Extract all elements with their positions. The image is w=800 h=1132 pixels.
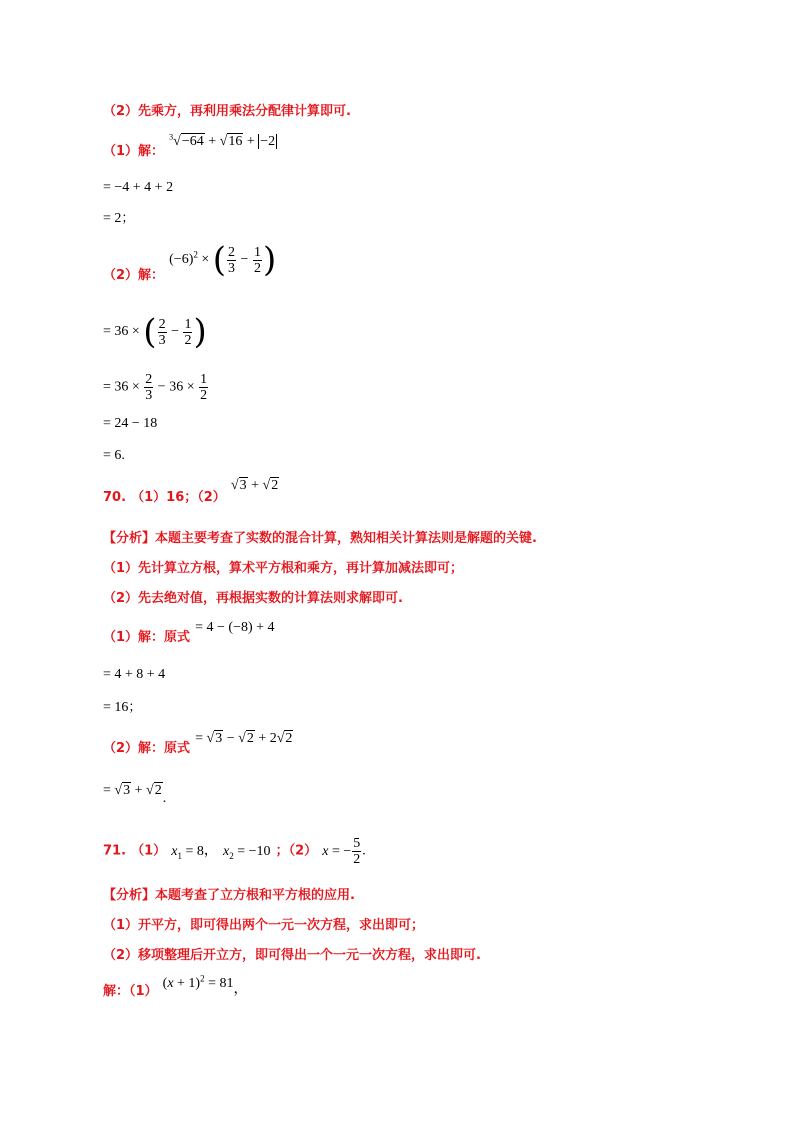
step-line: = −4 + 4 + 2 (103, 180, 174, 195)
step-line: = 6. (103, 448, 125, 463)
analysis-71: 【分析】本题考查了立方根和平方根的应用. (103, 888, 355, 903)
solution-70-1: $_{(1)解:原式}$ = 4 − (−8) + 4 (103, 620, 275, 645)
solution-2-expression: $(-6)^2$ × ( $\frac{2}{3}$ − $\frac{1}{2}$ ) (169, 240, 277, 280)
solution-1-expression: $^3$√−64 + √16 + −2 (169, 132, 276, 149)
hint-70-2: （2）先去绝对值，再根据实数的计算法则求解即可. (103, 591, 403, 606)
hint-line-2: （2）先乘方，再利用乘法分配律计算即可. (103, 104, 351, 119)
solution-1-label: （1）解： (103, 144, 165, 159)
step-line: = √3 + √2. (103, 783, 167, 806)
question-70-number: 70. (103, 490, 127, 505)
question-70-answer: $_{70.}$ $_{(1)16;(2)}$ √3 + √2 (103, 478, 279, 505)
step-line: = 24 − 18 (103, 416, 158, 431)
step-line: = 4 + 8 + 4 (103, 667, 166, 682)
solution-2-line (103, 240, 277, 284)
hint-71-2: （2）移项整理后开立方，即可得出一个一元一次方程，求出即可. (103, 948, 481, 963)
step-line: = 2； (103, 211, 135, 226)
solution-71-1: $_{解:(1)}$ $(x + 1)^2 = 81$， (103, 973, 248, 999)
step-line: = 36 × $\frac{2}{3}$ − 36 × $\frac{1}{2}$ (103, 372, 208, 403)
hint-70-1: （1）先计算立方根，算术平方根和乘方，再计算加减法即可； (103, 561, 464, 576)
question-71-answer: 71. （1） $x_1 = 8$， $x_2 = -10$ ；（2） x = − $\frac{5}{2}$ . (103, 836, 366, 867)
solution-70-2: $_{(2)解:原式}$ = √3 − √2 + 2√2 (103, 731, 293, 756)
hint-71-1: （1）开平方，即可得出两个一元一次方程，求出即可； (103, 918, 425, 933)
step-line: = 36 × ( $\frac{2}{3}$ − $\frac{1}{2}$ ) (103, 312, 207, 352)
solution-2-label: （2）解： (103, 268, 165, 284)
question-71-number: 71. (103, 843, 127, 859)
analysis-70: 【分析】本题主要考查了实数的混合计算，熟知相关计算法则是解题的关键. (103, 531, 537, 546)
step-line: = 16； (103, 700, 142, 715)
solution-1-line (103, 130, 277, 159)
